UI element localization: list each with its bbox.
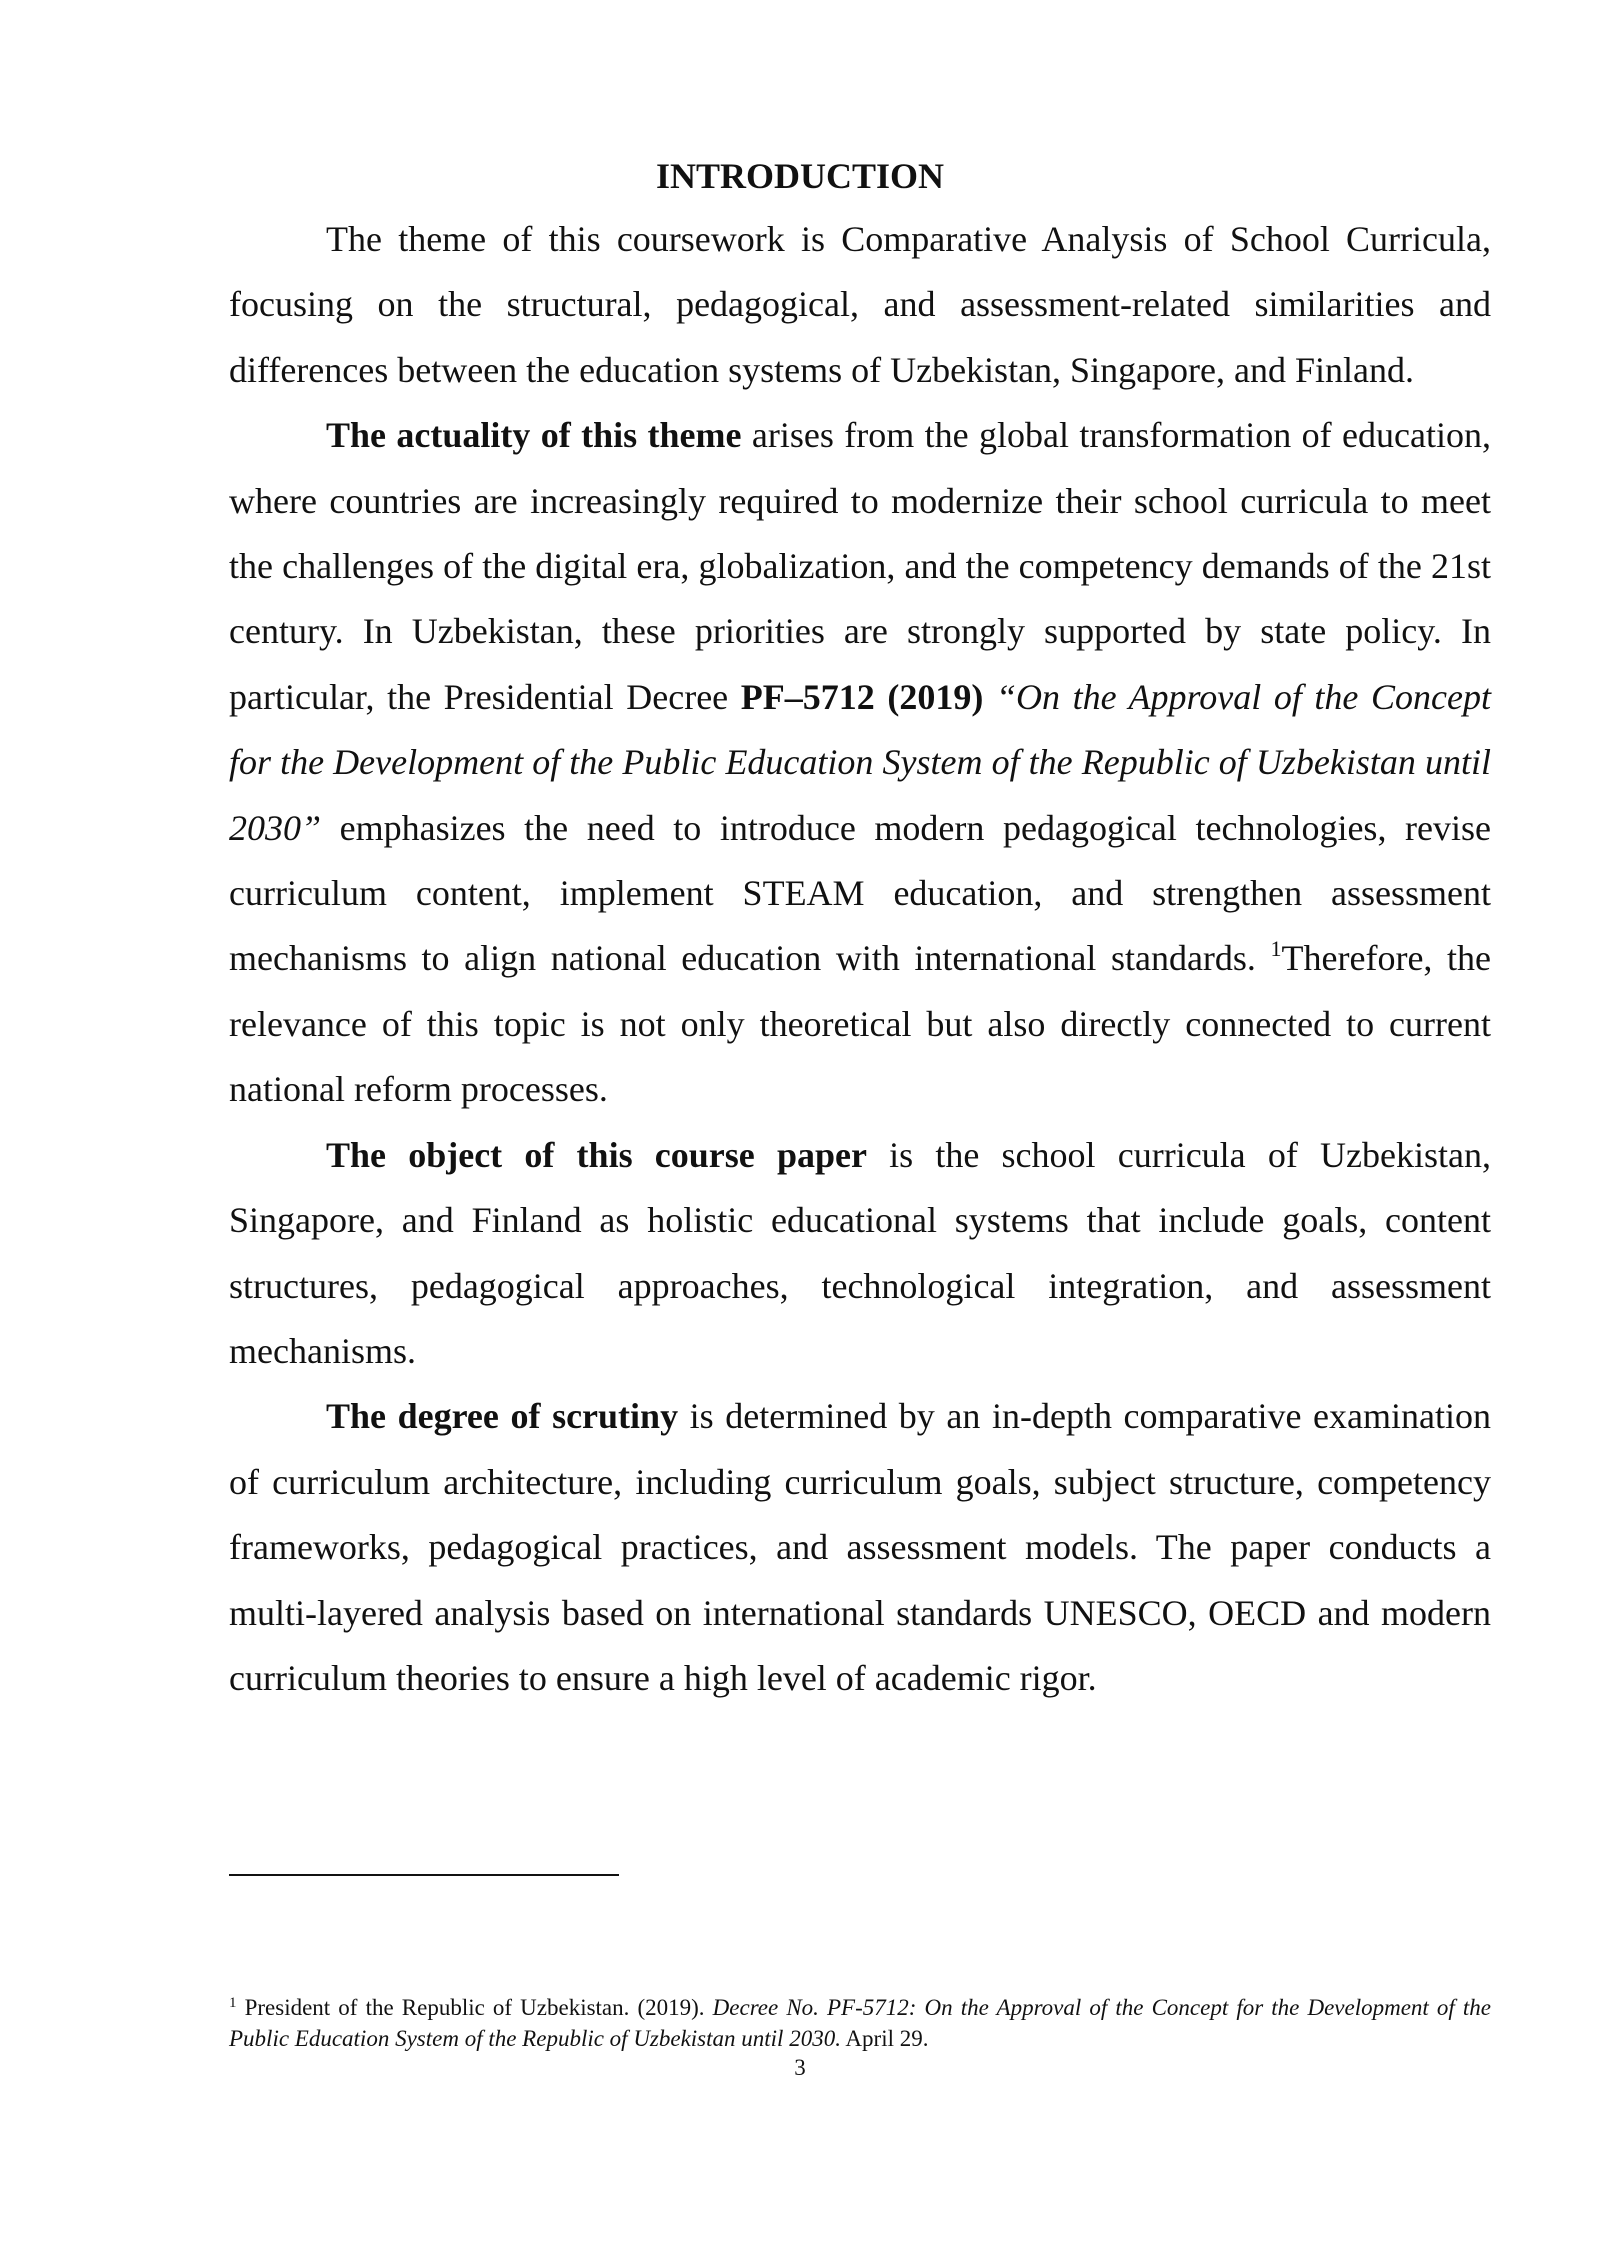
scrutiny-lead: The degree of scrutiny	[326, 1396, 679, 1437]
footnote-reference[interactable]: 1	[1270, 936, 1282, 962]
actuality-lead: The actuality of this theme	[326, 415, 742, 456]
actuality-text-b: emphasizes the need to introduce modern pedagogical technologies, revise curriculum content, implement STEAM education, and strengthen assessment mechanisms to align national education with international standards.	[229, 807, 1491, 979]
footnote-marker: 1	[229, 1995, 237, 2011]
decree-number: PF–5712 (2019)	[740, 676, 984, 717]
footnote-separator	[229, 1874, 619, 1876]
scrutiny-text: is determined by an in-depth comparative examination of curriculum architecture, including curriculum goals, subject structure, competency frameworks, pedagogical practices, and assessment models. The paper conducts a multi-layered analysis based on international standards UNESCO, OECD and modern curriculum theories to ensure a high level of academic rigor.	[229, 1396, 1491, 1698]
decree-space	[983, 677, 996, 717]
paragraph-actuality	[229, 403, 1491, 1122]
section-heading: INTRODUCTION	[655, 156, 945, 196]
actuality-text-c: Therefore, the relevance of this topic is not only theoretical but also directly connected to current national reform processes.	[229, 938, 1491, 1110]
paragraph-theme	[229, 207, 1491, 403]
object-text: is the school curricula of Uzbekistan, Singapore, and Finland as holistic educational systems that include goals, content structures, pedagogical approaches, technological integration, and assessment mechanisms.	[229, 1134, 1491, 1371]
paragraph-theme-text: The theme of this coursework is Comparative Analysis of School Curricula, focusing on the structural, pedagogical, and assessment-related similarities and differences between the education systems of Uzbekistan, Singapore, and Finland.	[229, 219, 1491, 390]
footnote-citation-title: Decree No. PF-5712: On the Approval of the Concept for the Development of the Public Education System of the Republic of Uzbekistan until 2030.	[229, 1995, 1491, 2051]
footnote-text-b: April 29.	[840, 2026, 929, 2051]
page-number: 3	[794, 2055, 806, 2080]
footnote	[229, 1992, 1491, 2054]
body-text	[229, 207, 1491, 1711]
actuality-text-a: arises from the global transformation of education, where countries are increasingly required to modernize their school curricula to meet the challenges of the digital era, globalization, and the competency demands of the 21st century. In Uzbekistan, these priorities are strongly supported by state policy. In particular, the Presidential Decree	[229, 415, 1491, 717]
decree-title: “On the Approval of the Concept for the Development of the Public Education System of the Republic of Uzbekistan until 2030”	[229, 676, 1491, 848]
paragraph-scrutiny	[229, 1384, 1491, 1711]
object-lead: The object of this course paper	[326, 1134, 867, 1175]
footnote-text-a: President of the Republic of Uzbekistan. (2019).	[236, 1995, 713, 2020]
paragraph-object	[229, 1123, 1491, 1385]
